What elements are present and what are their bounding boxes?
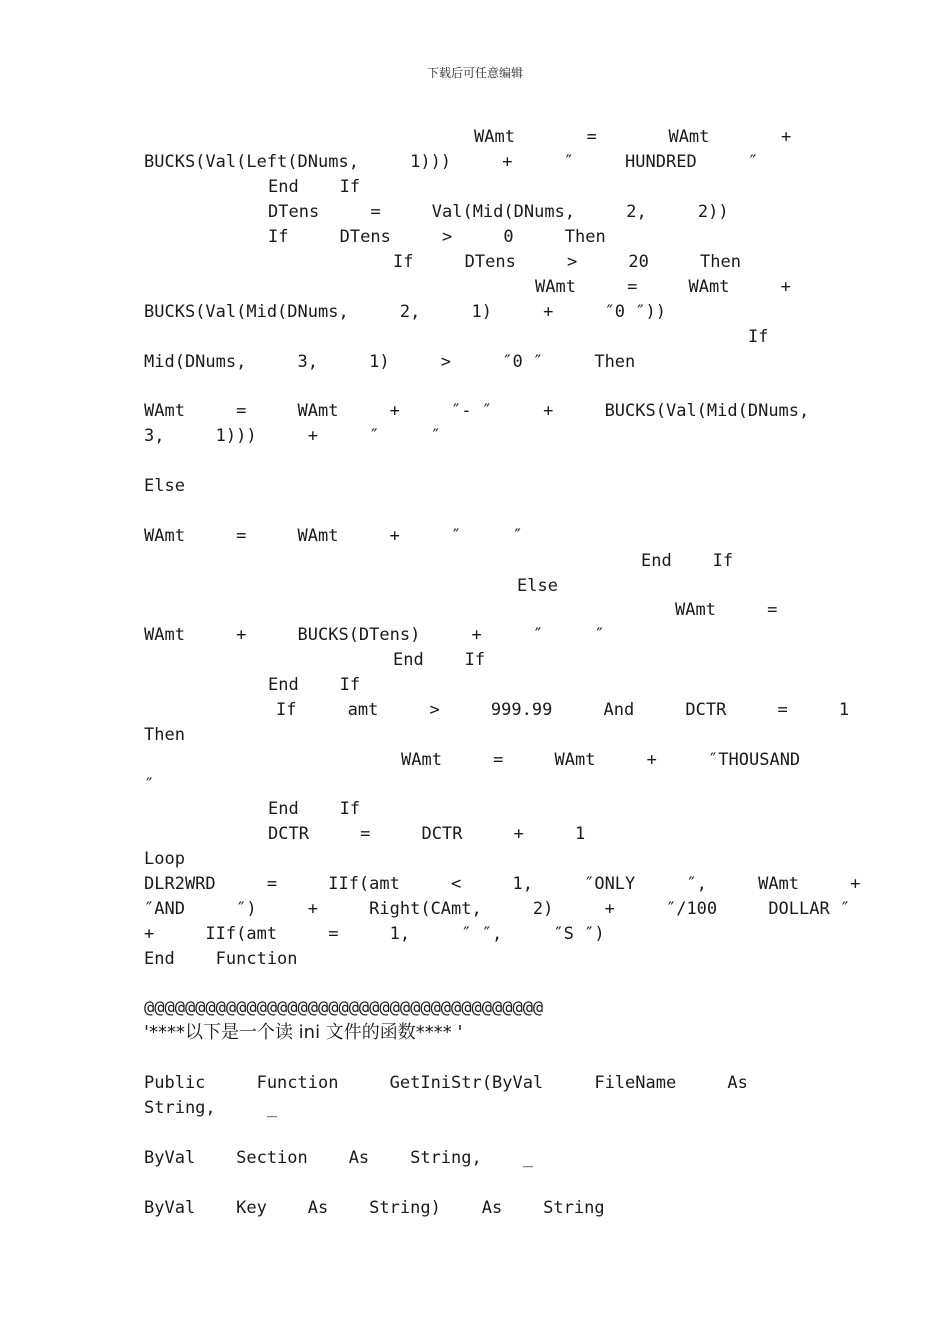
code-line: ByVal Section As String, _ (144, 1148, 533, 1168)
code-line: ″AND ″) + Right(CAmt, 2) + ″/100 DOLLAR ″ (144, 899, 851, 919)
code-line: + IIf(amt = 1, ″ ″, ″S ″) (144, 924, 605, 944)
code-line: DLR2WRD = IIf(amt < 1, ″ONLY ″, WAmt + (144, 874, 861, 894)
code-line: Loop (144, 849, 185, 869)
code-line: WAmt = (675, 600, 778, 620)
code-line: End If (641, 551, 734, 571)
code-line: Public Function GetIniStr(ByVal FileName As (144, 1073, 748, 1093)
page-header: 下载后可任意编辑 (426, 66, 523, 80)
code-line: If (748, 327, 769, 347)
code-comment-line: '****以下是一个读 ini 文件的函数**** ' (144, 1022, 463, 1043)
code-line: @@@@@@@@@@@@@@@@@@@@@@@@@@@@@@@@@@@@@@@ (144, 998, 544, 1018)
code-line: WAmt = WAmt + ″- ″ + BUCKS(Val(Mid(DNums, (144, 401, 810, 421)
code-line: Else (144, 476, 185, 496)
code-line: End If (268, 675, 361, 695)
code-line: End Function (144, 949, 298, 969)
code-line: WAmt = WAmt + (474, 127, 792, 147)
code-line: If DTens > 20 Then (393, 252, 741, 272)
code-line: WAmt = WAmt + (535, 277, 791, 297)
code-line: If amt > 999.99 And DCTR = 1 (276, 700, 850, 720)
code-line: DTens = Val(Mid(DNums, 2, 2)) (268, 202, 729, 222)
code-line: End If (268, 177, 361, 197)
code-line: WAmt + BUCKS(DTens) + ″ ″ (144, 625, 605, 645)
code-line: ″ (144, 775, 155, 795)
code-line: End If (393, 650, 486, 670)
code-line: WAmt = WAmt + ″ ″ (144, 526, 523, 546)
code-line: 3, 1))) + ″ ″ (144, 426, 441, 446)
code-line: BUCKS(Val(Left(DNums, 1))) + ″ HUNDRED ″ (144, 152, 759, 172)
code-line: String, _ (144, 1098, 278, 1118)
code-line: Then (144, 725, 185, 745)
code-line: WAmt = WAmt + ″THOUSAND (401, 750, 801, 770)
code-line: BUCKS(Val(Mid(DNums, 2, 1) + ″0 ″)) (144, 302, 666, 322)
code-line: Mid(DNums, 3, 1) > ″0 ″ Then (144, 352, 636, 372)
code-line: ByVal Key As String) As String (144, 1198, 605, 1218)
code-line: Else (517, 576, 558, 596)
code-line: If DTens > 0 Then (268, 227, 606, 247)
code-line: End If (268, 799, 361, 819)
code-line: DCTR = DCTR + 1 (268, 824, 586, 844)
